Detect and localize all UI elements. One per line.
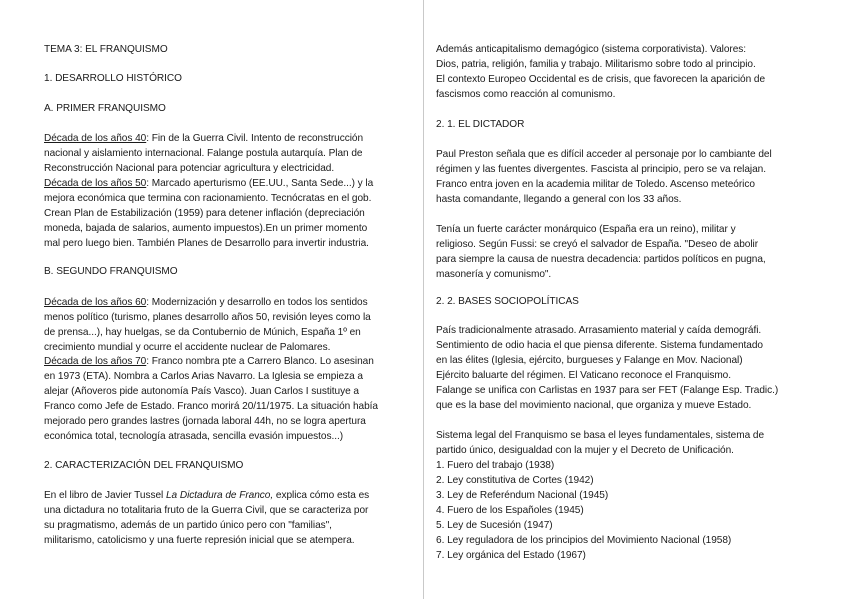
list-item: 1. Fuero del trabajo (1938) xyxy=(436,460,555,471)
list-item: 3. Ley de Referéndum Nacional (1945) xyxy=(436,490,609,501)
decade-label-60: Década de los años 60 xyxy=(44,297,147,308)
subheading-segundo-franquismo: B. SEGUNDO FRANQUISMO xyxy=(44,266,178,277)
column-divider xyxy=(423,0,424,599)
list-item: 4. Fuero de los Españoles (1945) xyxy=(436,505,584,516)
decade-label-40: Década de los años 40 xyxy=(44,133,147,144)
list-item: 7. Ley orgánica del Estado (1967) xyxy=(436,550,586,561)
list-item: 2. Ley constitutiva de Cortes (1942) xyxy=(436,475,594,486)
list-item: 6. Ley reguladora de los principios del Movimiento Nacional (1958) xyxy=(436,535,732,546)
section-heading-2-1: 2. 1. EL DICTADOR xyxy=(436,119,525,130)
decade-label-70: Década de los años 70 xyxy=(44,356,147,367)
section-heading-2: 2. CARACTERIZACIÓN DEL FRANQUISMO xyxy=(44,460,244,471)
subheading-primer-franquismo: A. PRIMER FRANQUISMO xyxy=(44,103,166,114)
document-title: TEMA 3: EL FRANQUISMO xyxy=(44,44,168,55)
list-item: 5. Ley de Sucesión (1947) xyxy=(436,520,553,531)
book-title: La Dictadura de Franco, xyxy=(165,490,274,501)
section-heading-2-2: 2. 2. BASES SOCIOPOLÍTICAS xyxy=(436,296,579,307)
section-heading-1: 1. DESARROLLO HISTÓRICO xyxy=(44,73,182,84)
decade-label-50: Década de los años 50 xyxy=(44,178,147,189)
